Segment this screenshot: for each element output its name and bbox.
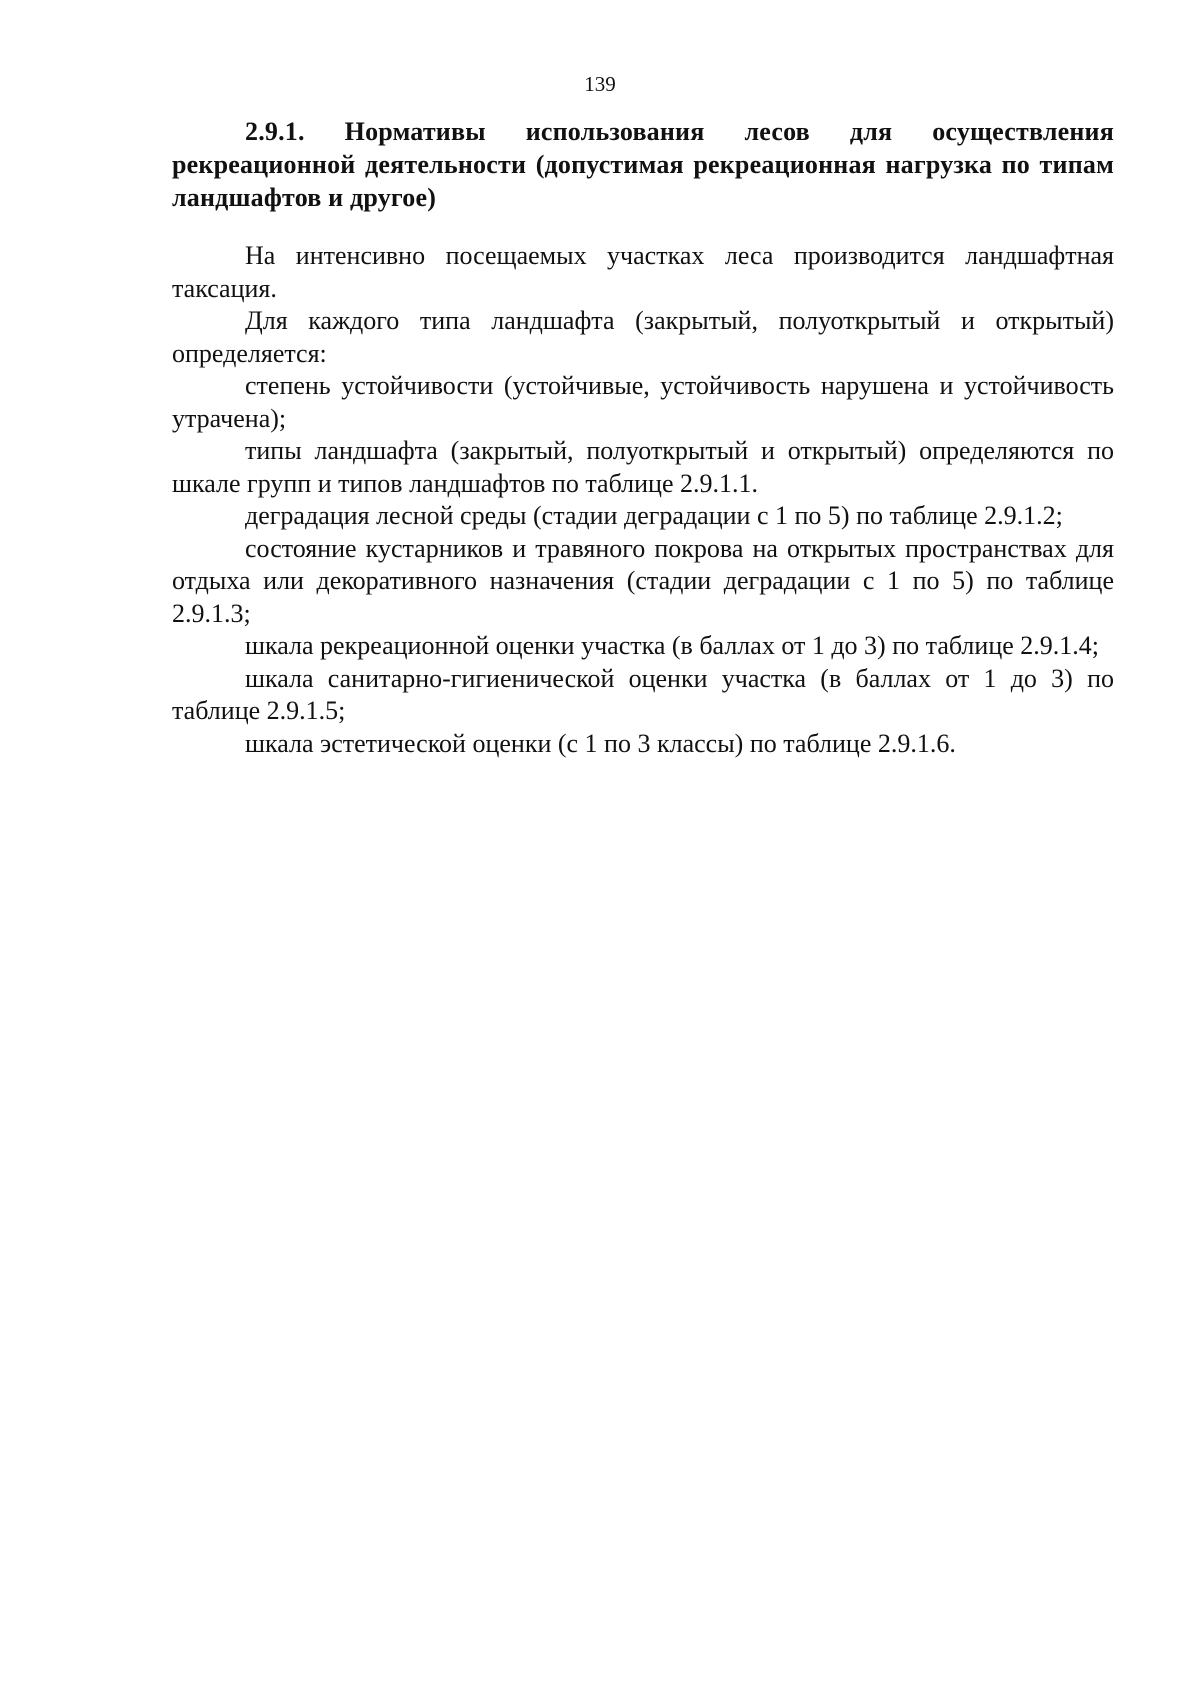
- section-heading: 2.9.1. Нормативы использования лесов для осуществления рекреационной деятельности (допустимая рекреационная нагрузка по типам ландшафтов и другое): [172, 117, 1114, 212]
- list-item-shrub-grass-state: состояние кустарников и травяного покрова на открытых пространствах для отдыха или декоративного назначения (стадии деградации с 1 по 5) по таблице 2.9.1.3;: [172, 533, 1114, 628]
- paragraph-landscape-taxation: На интенсивно посещаемых участках леса производится ландшафтная таксация.: [172, 241, 1114, 303]
- list-item-stability: степень устойчивости (устойчивые, устойчивость нарушена и устойчивость утрачена);: [172, 371, 1114, 433]
- list-item-recreational-score: шкала рекреационной оценки участка (в баллах от 1 до 3) по таблице 2.9.1.4;: [245, 631, 1100, 660]
- page-content: [172, 115, 1114, 760]
- body-text: [172, 240, 1114, 760]
- list-item-sanitary-score: шкала санитарно-гигиенической оценки участка (в баллах от 1 до 3) по таблице 2.9.1.5;: [172, 663, 1114, 725]
- list-item-landscape-types: типы ландшафта (закрытый, полуоткрытый и открытый) определяются по шкале групп и типов ландшафтов по таблице 2.9.1.1.: [172, 436, 1114, 498]
- list-item-forest-degradation: деградация лесной среды (стадии деградации с 1 по 5) по таблице 2.9.1.2;: [245, 501, 1063, 530]
- page-number: 139: [584, 72, 616, 96]
- list-item-aesthetic-score: шкала эстетической оценки (с 1 по 3 классы) по таблице 2.9.1.6.: [245, 728, 956, 758]
- paragraph-landscape-type-determination: Для каждого типа ландшафта (закрытый, полуоткрытый и открытый) определяется:: [172, 306, 1114, 368]
